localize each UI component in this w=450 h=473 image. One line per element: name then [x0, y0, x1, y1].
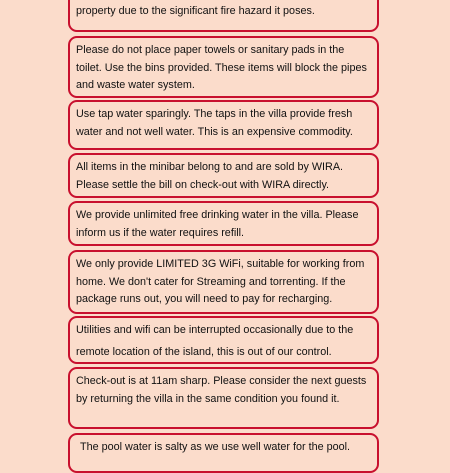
rule-text: Check-out is at 11am sharp. Please consider the next guests by returning the villa in the same condition you found it. [76, 375, 367, 405]
rule-box-utilities [68, 316, 379, 364]
rule-text: property due to the significant fire hazard it poses. [76, 4, 315, 17]
rule-box-toilet [68, 36, 379, 98]
rule-box-wifi [68, 250, 379, 314]
rule-text: We only provide LIMITED 3G WiFi, suitable for working from home. We don't cater for Streaming and torrenting. If the package runs out, you will need to pay for recharging. [76, 258, 365, 305]
rule-box-check-out [68, 367, 379, 429]
rule-box-tap-water [68, 100, 379, 150]
rule-text: All items in the minibar belong to and are sold by WIRA. Please settle the bill on check-out with WIRA directly. [76, 161, 344, 191]
rule-box-pool-water [68, 433, 379, 473]
rule-box-drinking-water [68, 201, 379, 246]
rule-box-no-smoking [68, 0, 379, 32]
rule-text: Utilities and wifi can be interrupted occasionally due to the remote location of the island, this is out of our control. [76, 324, 354, 358]
rule-text: The pool water is salty as we use well water for the pool. [80, 441, 351, 453]
rule-text: Use tap water sparingly. The taps in the villa provide fresh water and not well water. This is an expensive commodity. [76, 108, 353, 138]
rule-text: Please do not place paper towels or sanitary pads in the toilet. Use the bins provided. These items will block the pipes and waste water system. [76, 44, 367, 91]
rule-text: We provide unlimited free drinking water in the villa. Please inform us if the water requires refill. [76, 209, 359, 239]
rule-box-minibar [68, 153, 379, 198]
